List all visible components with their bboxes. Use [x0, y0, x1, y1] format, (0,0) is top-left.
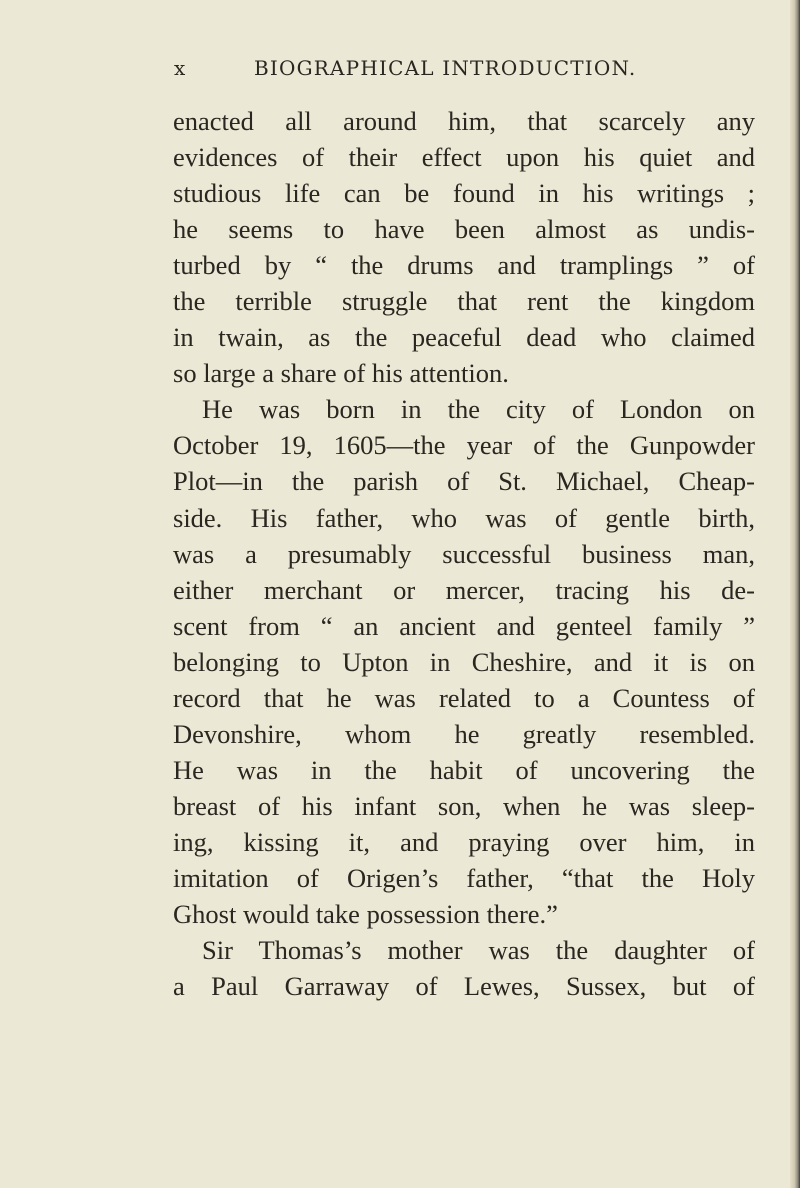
text-line: belonging to Upton in Cheshire, and it is on — [173, 646, 755, 677]
running-head — [174, 53, 710, 83]
text-line: evidences of their effect upon his quiet and — [173, 142, 755, 173]
text-line: studious life can be found in his writings ; — [173, 178, 755, 209]
text-line: imitation of Origen’s father, “that the Holy — [173, 862, 755, 893]
text-line: record that he was related to a Countess of — [173, 682, 755, 713]
text-line: the terrible struggle that rent the kingdom — [173, 286, 755, 317]
page-edge-shadow — [790, 0, 800, 1188]
text-line: in twain, as the peaceful dead who claimed — [173, 322, 755, 353]
text-line: he seems to have been almost as undis- — [173, 214, 755, 245]
text-line: Ghost would take possession there.” — [173, 899, 558, 930]
text-line: so large a share of his attention. — [173, 358, 509, 389]
text-line: a Paul Garraway of Lewes, Sussex, but of — [173, 971, 755, 1002]
text-line: Sir Thomas’s mother was the daughter of — [202, 935, 755, 966]
text-line: Devonshire, whom he greatly resembled. — [173, 718, 755, 749]
page-number: x — [174, 56, 187, 80]
text-line: October 19, 1605—the year of the Gunpowder — [173, 430, 755, 461]
text-line: breast of his infant son, when he was sleep- — [173, 790, 755, 821]
text-line: turbed by “ the drums and tramplings ” of — [173, 250, 755, 281]
text-line: side. His father, who was of gentle birth, — [173, 502, 755, 533]
text-line: either merchant or mercer, tracing his de- — [173, 574, 755, 605]
text-line: enacted all around him, that scarcely any — [173, 106, 755, 136]
text-line: He was born in the city of London on — [202, 394, 755, 425]
body-text — [173, 103, 755, 1004]
text-line: scent from “ an ancient and genteel family ” — [173, 610, 755, 641]
header-title: BIOGRAPHICAL INTRODUCTION. — [254, 56, 637, 80]
text-line: ing, kissing it, and praying over him, in — [173, 826, 755, 857]
text-line: He was in the habit of uncovering the — [173, 754, 755, 785]
text-line: was a presumably successful business man, — [173, 538, 755, 569]
text-line: Plot—in the parish of St. Michael, Cheap- — [173, 466, 755, 497]
